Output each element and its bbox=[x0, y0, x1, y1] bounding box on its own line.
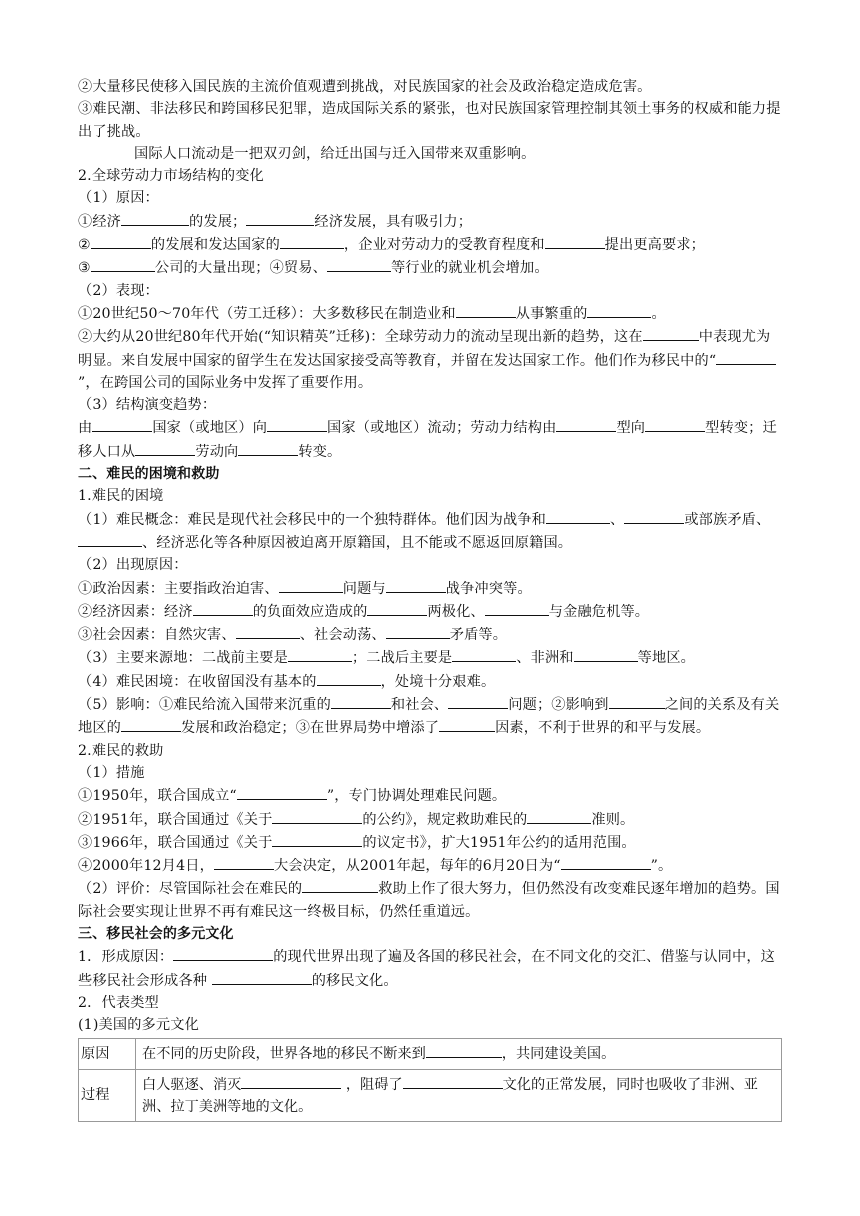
answer-blank[interactable] bbox=[237, 784, 327, 800]
answer-blank[interactable] bbox=[485, 600, 549, 616]
answer-blank[interactable] bbox=[280, 233, 344, 249]
fill-line: ③ 公司的大量出现；④贸易、 等行业的就业机会增加。 bbox=[78, 256, 784, 279]
fill-line: ② 的发展和发达国家的 ，企业对劳动力的受教育程度和 提出更高要求； bbox=[78, 233, 784, 256]
chapter-heading: 二、难民的困境和救助 bbox=[78, 466, 220, 483]
answer-blank[interactable] bbox=[645, 416, 705, 432]
answer-blank[interactable] bbox=[716, 349, 776, 365]
answer-blank[interactable] bbox=[609, 693, 665, 709]
fill-line: 由 国家（或地区）向 国家（或地区）流动；劳动力结构由 型向 型转变；迁移人口从 劳动向 转变。 bbox=[78, 416, 784, 463]
answer-blank[interactable] bbox=[587, 302, 651, 318]
table-row-value: 白人驱逐、消灭 ，阻碍了 文化的正常发展，同时也吸收了非洲、亚洲、拉丁美洲等地的文化。 bbox=[136, 1069, 782, 1122]
fill-line: ④2000年12月4日， 大会决定，从2001年起，每年的6月20日为“ ”。 bbox=[78, 854, 784, 877]
fill-line: 1．形成原因： 的现代世界出现了遍及各国的移民社会，在不同文化的交汇、借鉴与认同中，这些移民社会形成各种 的移民文化。 bbox=[78, 945, 784, 992]
answer-blank[interactable] bbox=[426, 1042, 502, 1058]
table-row-value: 在不同的历史阶段，世界各地的移民不断来到 ，共同建设美国。 bbox=[136, 1039, 782, 1069]
fill-line: （4）难民困境：在收留国没有基本的 ，处境十分艰难。 bbox=[78, 670, 784, 693]
answer-blank[interactable] bbox=[272, 808, 362, 824]
answer-blank[interactable] bbox=[91, 233, 151, 249]
table-row bbox=[79, 1069, 782, 1122]
fill-line: （5）影响：①难民给流入国带来沉重的 和社会、 问题；②影响到 之间的关系及有关地区的 发展和政治稳定；③在世界局势中增添了 因素，不利于世界的和平与发展。 bbox=[78, 693, 784, 740]
worksheet bbox=[78, 76, 784, 1122]
text-line: 2．代表类型 bbox=[78, 994, 159, 1011]
answer-blank[interactable] bbox=[135, 440, 195, 456]
table-row-key: 过程 bbox=[79, 1069, 136, 1122]
fill-line: ③1966年，联合国通过《关于 的议定书》，扩大1951年公约的适用范围。 bbox=[78, 831, 784, 854]
section-heading: 2.难民的救助 bbox=[78, 742, 164, 759]
answer-blank[interactable] bbox=[272, 831, 362, 847]
text-line: （1）措施 bbox=[78, 764, 145, 781]
table-row bbox=[79, 1039, 782, 1069]
answer-blank[interactable] bbox=[214, 854, 274, 870]
answer-blank[interactable] bbox=[331, 693, 391, 709]
fill-line: ①经济 的发展； 经济发展，具有吸引力； bbox=[78, 210, 784, 233]
answer-blank[interactable] bbox=[92, 416, 152, 432]
answer-blank[interactable] bbox=[624, 508, 684, 524]
answer-blank[interactable] bbox=[448, 693, 508, 709]
text-line: ③难民潮、非法移民和跨国移民犯罪，造成国际关系的紧张，也对民族国家管理控制其领土事务的权威和能力提出了挑战。 bbox=[78, 101, 781, 140]
fill-line: ①20世纪50～70年代（劳工迁移）：大多数移民在制造业和 从事繁重的 。 bbox=[78, 302, 784, 325]
answer-blank[interactable] bbox=[121, 716, 181, 732]
answer-blank[interactable] bbox=[246, 210, 314, 226]
chapter-heading: 三、移民社会的多元文化 bbox=[78, 925, 234, 942]
text-line: （1）原因： bbox=[78, 190, 159, 207]
answer-blank[interactable] bbox=[546, 508, 610, 524]
answer-blank[interactable] bbox=[574, 646, 638, 662]
answer-blank[interactable] bbox=[267, 416, 327, 432]
answer-blank[interactable] bbox=[121, 210, 189, 226]
answer-blank[interactable] bbox=[556, 416, 616, 432]
fill-line: ②1951年，联合国通过《关于 的公约》，规定救助难民的 准则。 bbox=[78, 808, 784, 831]
fill-line: （1）难民概念：难民是现代社会移民中的一个独特群体。他们因为战争和 、 或部族矛盾、、经济恶化等各种原因被迫离开原籍国，且不能或不愿返回原籍国。 bbox=[78, 508, 784, 555]
text-line: （2）表现： bbox=[78, 282, 159, 299]
answer-blank[interactable] bbox=[367, 600, 427, 616]
text-line: ②大量移民使移入国民族的主流价值观遭到挑战，对民族国家的社会及政治稳定造成危害。 bbox=[78, 79, 652, 95]
fill-line: （3）主要来源地：二战前主要是 ；二战后主要是 、非洲和 等地区。 bbox=[78, 646, 784, 669]
answer-blank[interactable] bbox=[452, 646, 516, 662]
answer-blank[interactable] bbox=[193, 600, 253, 616]
answer-blank[interactable] bbox=[527, 808, 591, 824]
answer-blank[interactable] bbox=[78, 531, 142, 547]
answer-blank[interactable] bbox=[386, 623, 450, 639]
answer-blank[interactable] bbox=[91, 256, 155, 272]
answer-blank[interactable] bbox=[545, 233, 605, 249]
culture-table bbox=[78, 1038, 782, 1122]
answer-blank[interactable] bbox=[279, 577, 343, 593]
answer-blank[interactable] bbox=[403, 1073, 503, 1089]
answer-blank[interactable] bbox=[241, 1073, 341, 1089]
answer-blank[interactable] bbox=[386, 577, 446, 593]
answer-blank[interactable] bbox=[288, 646, 352, 662]
fill-line: ②经济因素：经济 的负面效应造成的 两极化、 与金融危机等。 bbox=[78, 600, 784, 623]
table-row-key: 原因 bbox=[79, 1039, 136, 1069]
fill-line: （2）评价：尽管国际社会在难民的 救助上作了很大努力，但仍然没有改变难民逐年增加的趋势。国际社会要实现让世界不再有难民这一终极目标，仍然任重道远。 bbox=[78, 877, 784, 923]
text-line: （2）出现原因： bbox=[78, 557, 188, 574]
fill-line: ①政治因素：主要指政治迫害、 问题与 战争冲突等。 bbox=[78, 577, 784, 600]
text-line: (1)美国的多元文化 bbox=[78, 1017, 199, 1034]
answer-blank[interactable] bbox=[212, 969, 312, 985]
answer-blank[interactable] bbox=[238, 440, 298, 456]
section-heading: 2.全球劳动力市场结构的变化 bbox=[78, 168, 264, 185]
fill-line: ②大约从20世纪80年代开始(“知识精英”迁移)：全球劳动力的流动呈现出新的趋势，这在 中表现尤为明显。来自发展中国家的留学生在发达国家接受高等教育，并留在发达国家工作。他们作为移民中的“”，在跨国公司的国际业务中发挥了重要作用。 bbox=[78, 325, 784, 394]
answer-blank[interactable] bbox=[302, 877, 378, 893]
fill-line: ③社会因素：自然灾害、 、社会动荡、 矛盾等。 bbox=[78, 623, 784, 646]
fill-line: ①1950年，联合国成立“ ”，专门协调处理难民问题。 bbox=[78, 784, 784, 807]
section-heading: 1.难民的困境 bbox=[78, 488, 164, 505]
text-line: （3）结构演变趋势： bbox=[78, 397, 217, 414]
answer-blank[interactable] bbox=[317, 670, 381, 686]
answer-blank[interactable] bbox=[561, 854, 651, 870]
answer-blank[interactable] bbox=[236, 623, 300, 639]
text-line: 国际人口流动是一把双刃剑，给迁出国与迁入国带来双重影响。 bbox=[134, 145, 536, 162]
answer-blank[interactable] bbox=[439, 716, 495, 732]
answer-blank[interactable] bbox=[456, 302, 516, 318]
answer-blank[interactable] bbox=[643, 325, 699, 341]
answer-blank[interactable] bbox=[327, 256, 391, 272]
answer-blank[interactable] bbox=[173, 945, 273, 961]
